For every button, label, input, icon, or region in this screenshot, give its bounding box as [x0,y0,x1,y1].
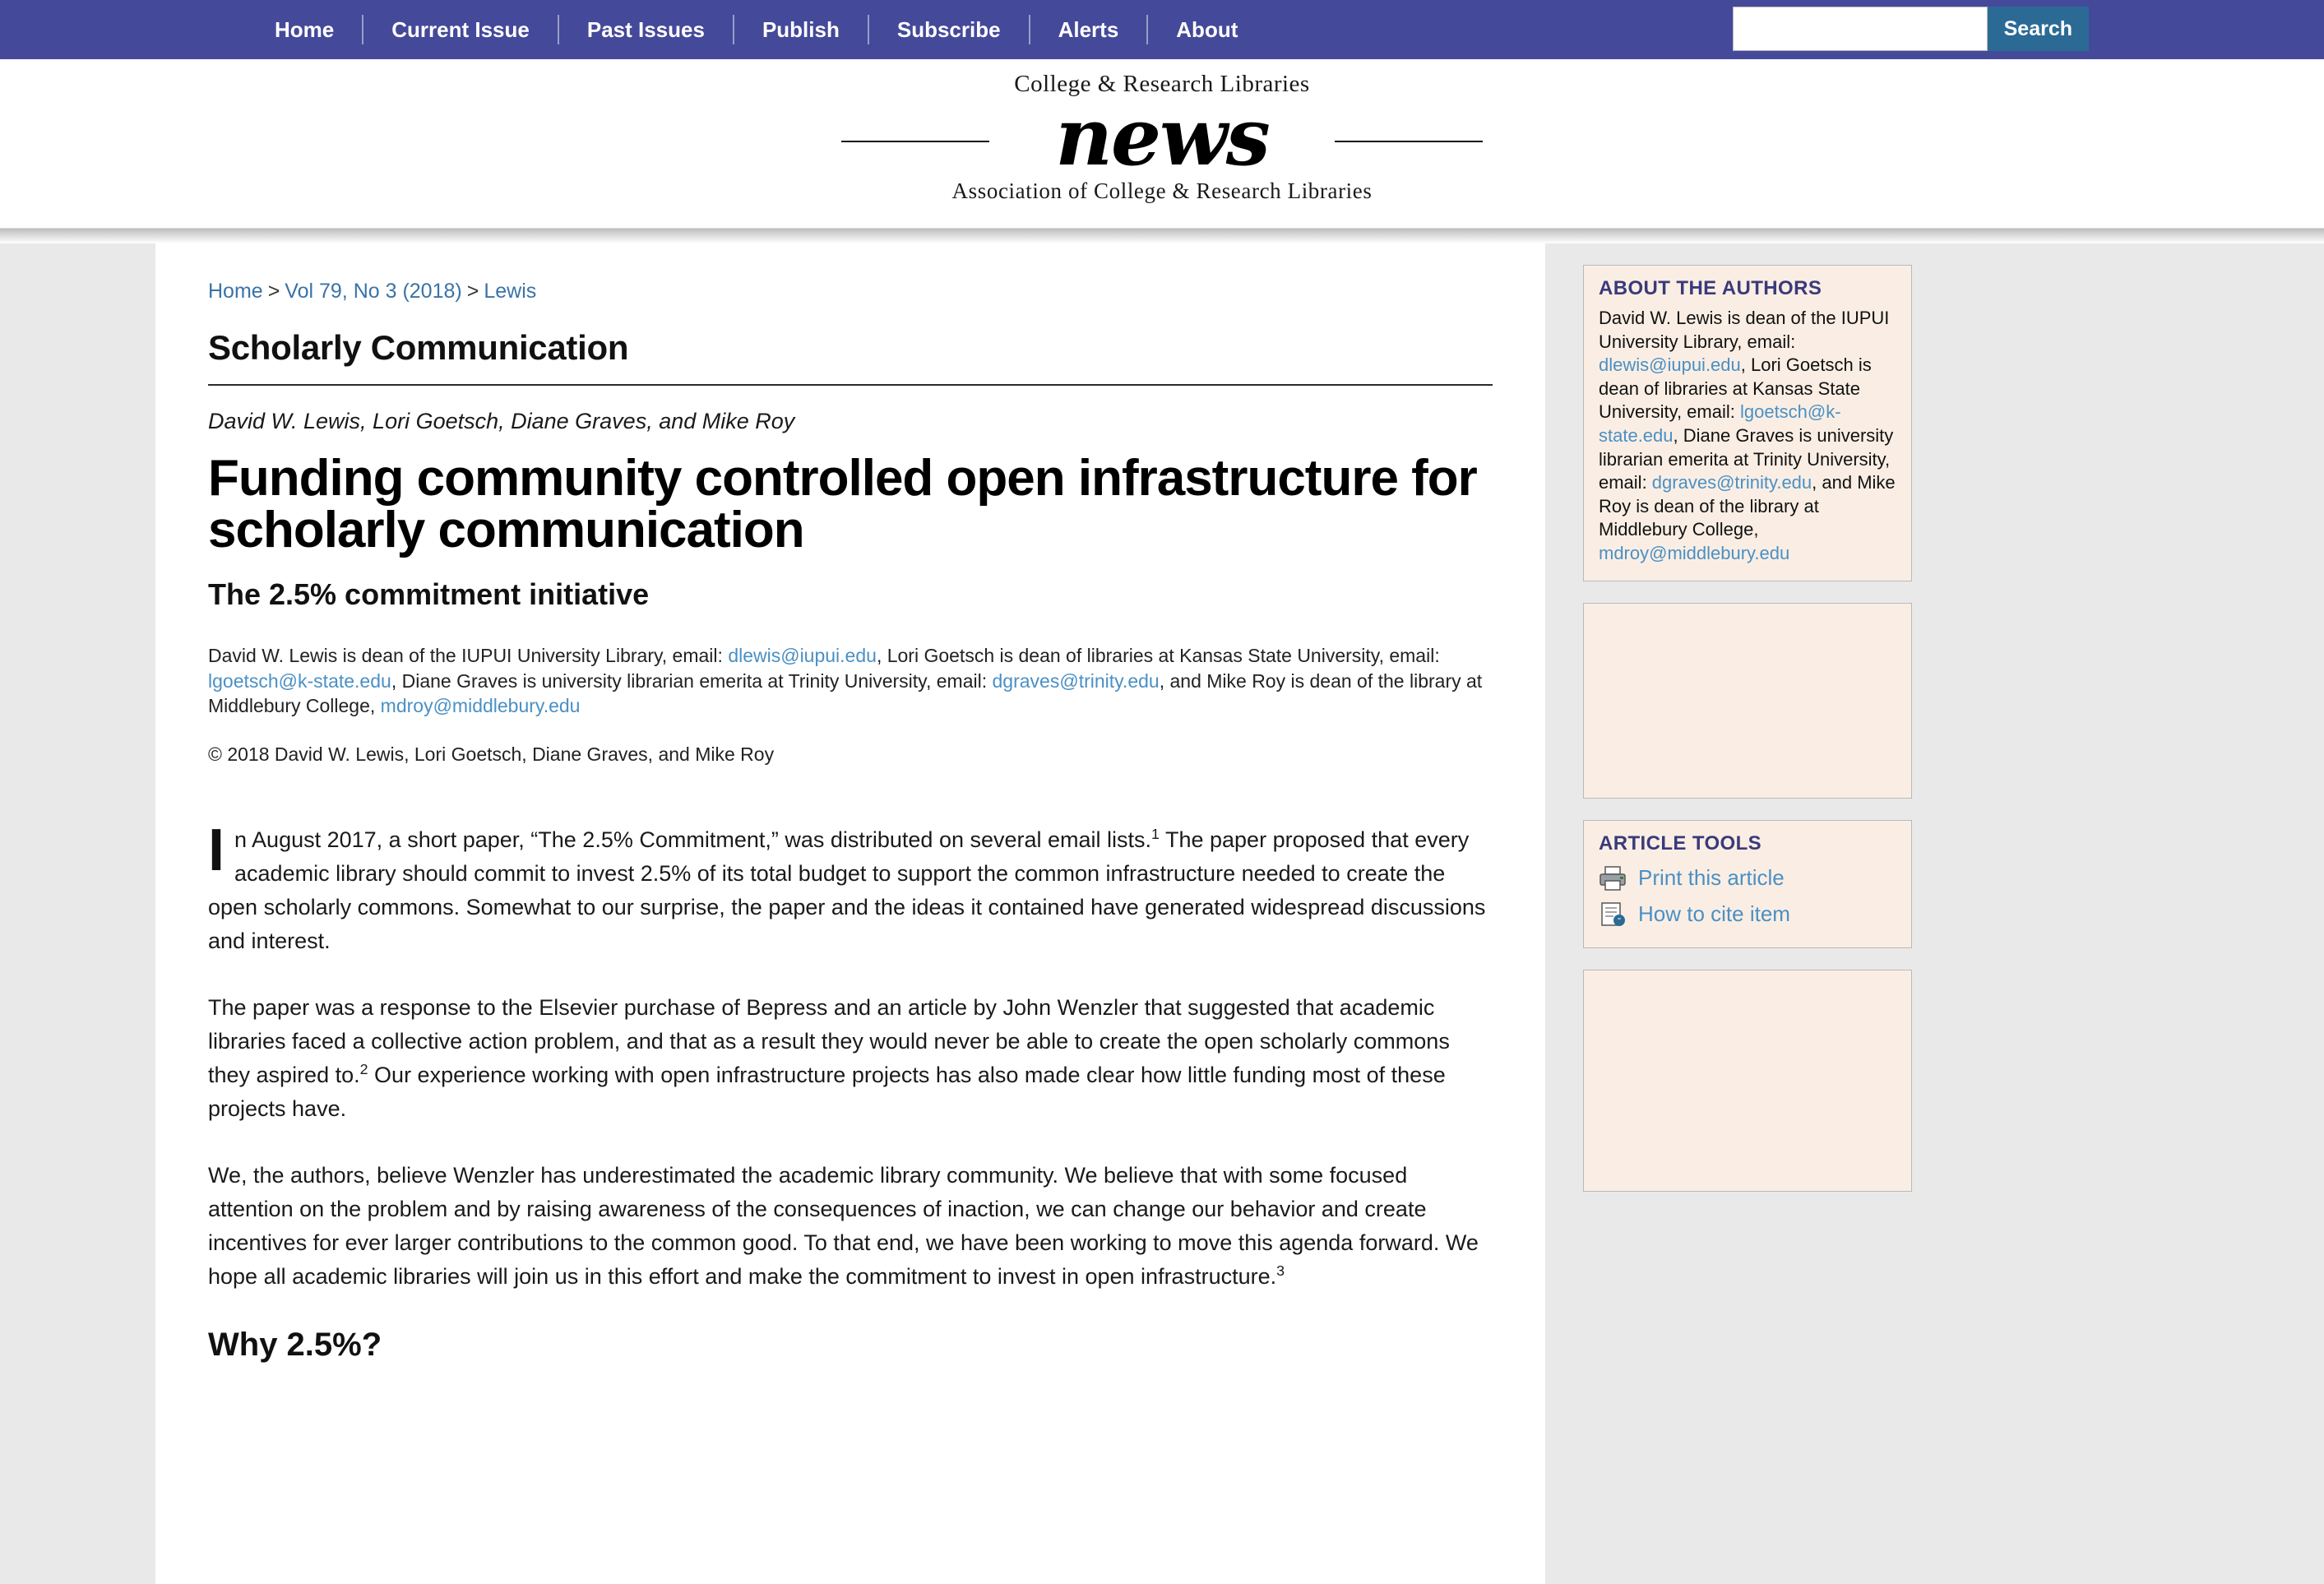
nav-item-past-issues[interactable]: Past Issues [559,15,734,44]
how-to-cite-item-row[interactable] [1599,901,1896,928]
paragraph-3-text-a: We, the authors, believe Wenzler has underestimated the academic library community. We believe that with some focused attention on the problem and by raising awareness of the consequences of inaction, we can change our behavior and create incentives for ever larger contributions to the common good. To that end, we have been working to move this agenda forward. We hope all academic libraries will join us in this effort and make the commitment to invest in open infrastructure. [208,1162,1479,1289]
affiliation-text-3: , Diane Graves is university librarian emerita at Trinity University, email: [391,669,993,692]
affiliation-email-2[interactable]: lgoetsch@k-state.edu [208,669,391,692]
body-paragraph-3 [208,1159,1493,1294]
site-logo[interactable] [841,71,1483,204]
breadcrumb-home[interactable]: Home [208,280,263,303]
print-this-article-row[interactable] [1599,865,1896,892]
logo-rule-right-decoration [1335,141,1483,142]
breadcrumb-issue[interactable]: Vol 79, No 3 (2018) [285,280,462,303]
title-divider [208,384,1493,386]
breadcrumb-separator-2: > [466,280,479,303]
sidebar-affiliation-text-1: David W. Lewis is dean of the IUPUI University Library, email: [1599,308,1890,352]
nav-item-alerts[interactable]: Alerts [1030,15,1149,44]
nav-item-current-issue[interactable]: Current Issue [363,15,559,44]
sidebar [1583,243,1912,1584]
logo-rule-left-decoration [841,141,989,142]
logo-wordmark [841,90,1483,183]
section-title: Scholarly Communication [208,328,629,367]
nav-items [247,15,1266,44]
sidebar-affiliation-text-3: , Diane Graves is university librarian emerita at Trinity University, email: [1599,424,1894,493]
breadcrumb-separator-1: > [267,280,280,303]
copyright-line: © 2018 David W. Lewis, Lori Goetsch, Diane Graves, and Mike Roy [208,743,775,765]
section-heading-why: Why 2.5%? [208,1326,382,1363]
about-the-authors-box [1583,265,1912,581]
page-layout [150,243,2174,1584]
author-affiliations [208,643,1493,718]
footnote-ref-3[interactable]: 3 [1276,1262,1285,1279]
page-background [0,243,2324,1584]
affiliation-email-4[interactable]: mdroy@middlebury.edu [380,695,581,717]
sidebar-affiliation-email-1[interactable]: dlewis@iupui.edu [1599,354,1741,376]
logo-wordmark-text: news [1055,90,1269,183]
affiliation-text-1: David W. Lewis is dean of the IUPUI University Library, email: [208,645,729,667]
body-paragraph-2 [208,991,1493,1126]
nav-item-subscribe[interactable]: Subscribe [869,15,1030,44]
about-the-authors-text [1599,307,1896,566]
footnote-ref-1[interactable]: 1 [1151,825,1160,842]
nav-item-publish[interactable]: Publish [734,15,869,44]
header-shadow [0,229,2324,243]
cite-item-icon [1599,901,1627,928]
affiliation-email-1[interactable]: dlewis@iupui.edu [728,645,877,667]
logo-line-bottom: Association of College & Research Libraries [951,178,1373,203]
footnote-ref-2[interactable]: 2 [359,1060,368,1077]
sidebar-affiliation-email-4[interactable]: mdroy@middlebury.edu [1599,542,1790,563]
article-subtitle: The 2.5% commitment initiative [208,577,650,612]
paragraph-1-text-b: The paper proposed that every academic library should commit to invest 2.5% of its total budget to support the common infrastructure needed to create the open scholarly commons. Somewhat to our surprise, the paper and the ideas it contained have generated widespread discussions and interest. [208,827,1486,953]
paragraph-2-text-b: Our experience working with open infrastructure projects has also made clear how little funding most of these projects have. [208,1062,1446,1121]
sidebar-empty-panel-2 [1583,970,1912,1192]
paragraph-1-text-a: n August 2017, a short paper, “The 2.5% Commitment,” was distributed on several email lists. [234,827,1152,852]
sidebar-affiliation-email-2[interactable]: lgoetsch@k-state.edu [1599,401,1841,446]
top-navigation-bar [0,0,2324,59]
nav-item-home[interactable]: Home [247,15,363,44]
nav-item-about[interactable]: About [1176,17,1238,42]
breadcrumb-article[interactable]: Lewis [484,280,537,303]
search-area [1733,7,2089,51]
affiliation-email-3[interactable]: dgraves@trinity.edu [992,669,1160,692]
paragraph-2-text-a: The paper was a response to the Elsevier purchase of Bepress and an article by John Wenzler that suggested that academic libraries faced a collective action problem, and that as a result they would never be able to create the open scholarly commons they aspired to. [208,994,1450,1087]
affiliation-text-4: , and Mike Roy is dean of the library at Middlebury College, [208,669,1483,717]
page-title: Funding community controlled open infrastructure for scholarly communication [208,450,1477,559]
search-button[interactable]: Search [1988,7,2089,51]
body-paragraph-1 [208,817,1493,958]
article-tools-title: ARTICLE TOOLS [1599,831,1762,855]
sidebar-affiliation-text-4: , and Mike Roy is dean of the library at Middlebury College, [1599,472,1896,540]
sidebar-empty-panel-1 [1583,603,1912,799]
sidebar-affiliation-text-2: , Lori Goetsch is dean of libraries at Kansas State University, email: [1599,354,1872,423]
masthead [0,59,2324,229]
breadcrumb [208,280,1493,303]
printer-icon [1599,865,1627,892]
search-input[interactable] [1733,7,1988,51]
drop-cap: I [208,817,225,883]
affiliation-text-2: , Lori Goetsch is dean of libraries at Kansas State University, email: [876,645,1440,667]
print-this-article-label[interactable]: Print this article [1638,865,1785,891]
article-tools-box [1583,820,1912,948]
how-to-cite-item-label[interactable]: How to cite item [1638,901,1790,927]
svg-text:": " [1618,916,1621,926]
sidebar-affiliation-email-3[interactable]: dgraves@trinity.edu [1651,472,1812,493]
logo-line-top: College & Research Libraries [1014,71,1310,97]
article-content [155,243,1545,1584]
article-authors: David W. Lewis, Lori Goetsch, Diane Graves, and Mike Roy [208,409,795,433]
about-the-authors-title: ABOUT THE AUTHORS [1599,277,1822,299]
